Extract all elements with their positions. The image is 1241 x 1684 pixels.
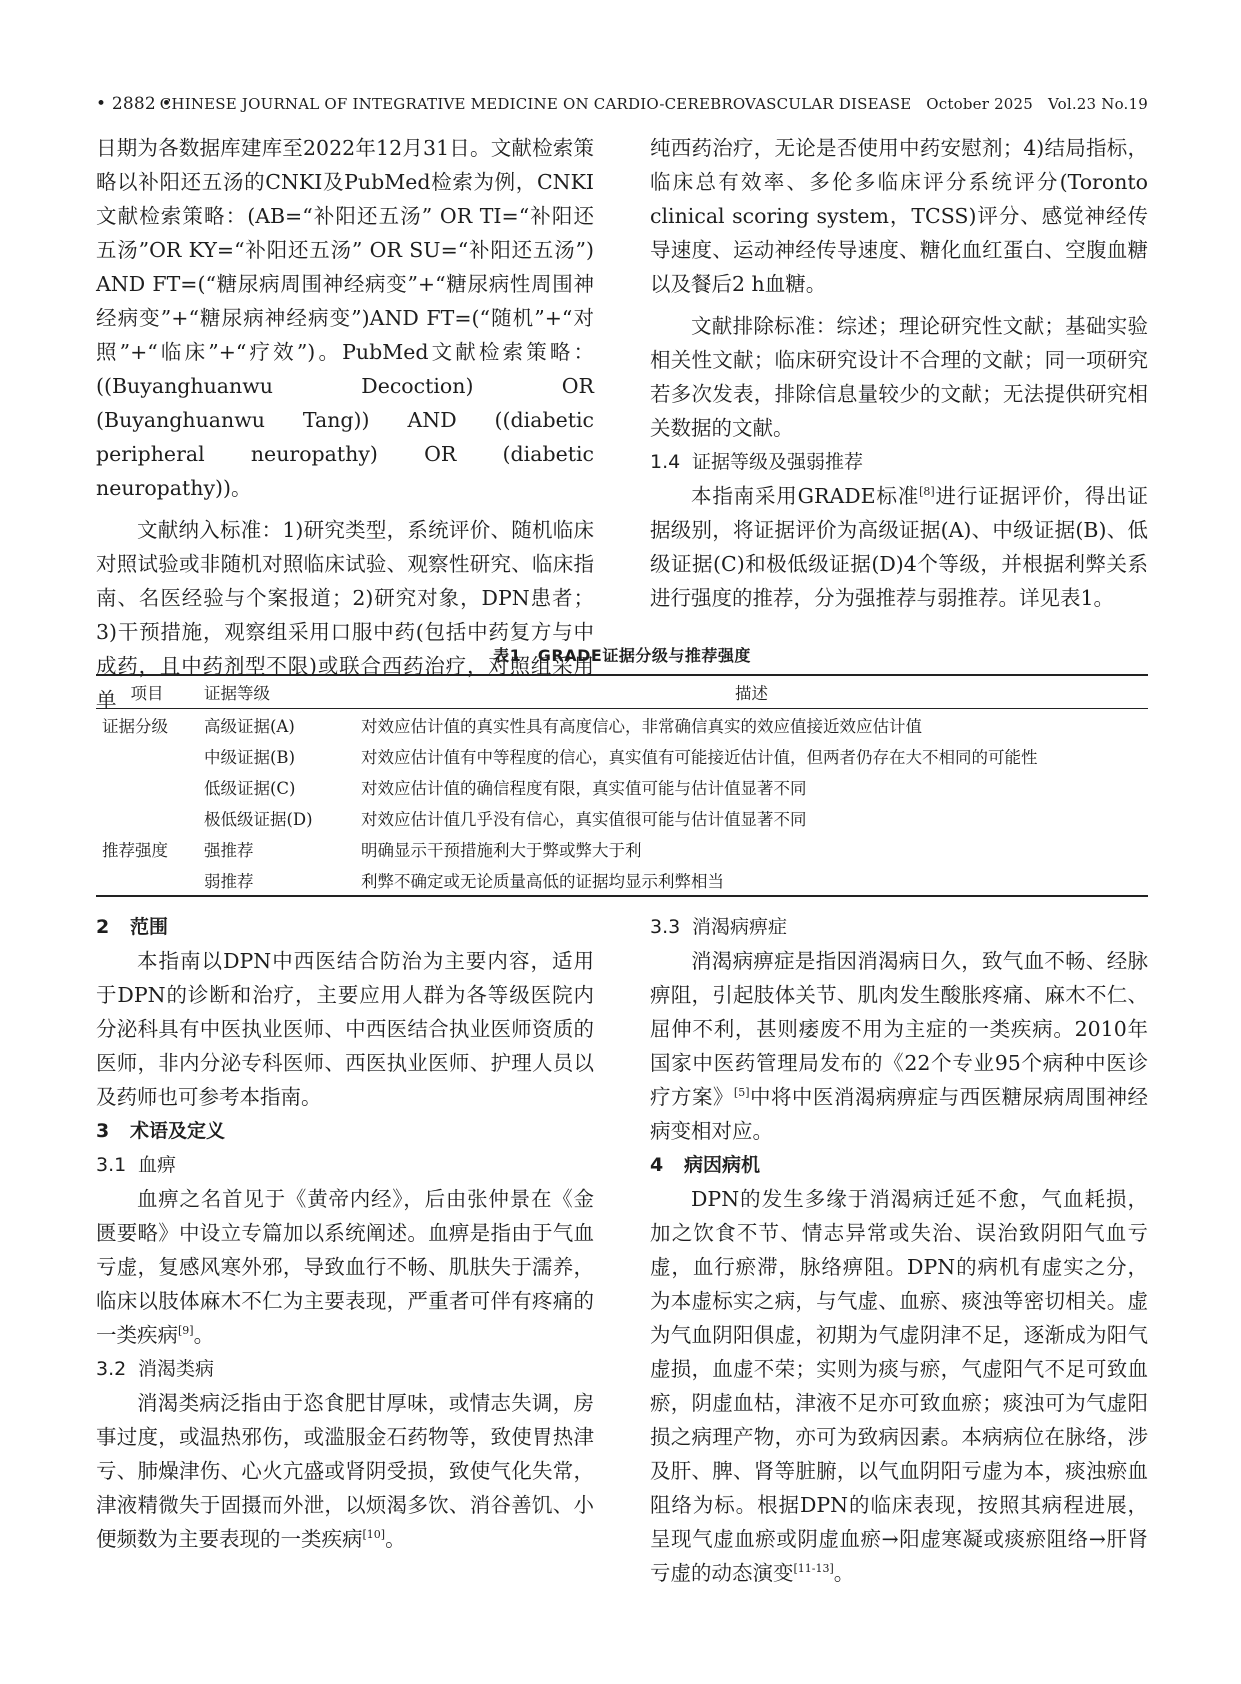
paragraph: 消渴类病泛指由于恣食肥甘厚味，或情志失调，房事过度，或温热邪伤，或滥服金石药物等，致使胃热津亏、肺燥津伤、心火亢盛或肾阴受损，致使气化失常，津液精微失于固摄而外泄，以烦渴多饮、消谷善饥、小便频数为主要表现的一类疾病[10]。	[96, 1391, 594, 1551]
paragraph: 本指南采用GRADE标准[8]进行证据评价，得出证据级别，将证据评价为高级证据(A)、中级证据(B)、低级证据(C)和极低级证据(D)4个等级，并根据利弊关系进行强度的推荐，分为强推荐与弱推荐。详见表1。	[650, 484, 1148, 610]
table-row: 推荐强度 强推荐 明确显示干预措施利大于弊或弊大于利	[102, 840, 642, 860]
journal-name: CHINESE JOURNAL OF INTEGRATIVE MEDICINE ON CARDIO-CEREBROVASCULAR DISEASE October 2025 Vol.23 No.19	[159, 95, 1148, 113]
paragraph: 文献纳入标准：1)研究类型，系统评价、随机临床对照试验或非随机对照临床试验、观察性研究、临床指南、名医经验与个案报道；2)研究对象，DPN患者；3)干预措施，观察组采用口服中药(包括中药复方与中成药，且中药剂型不限)或联合西药治疗，对照组采用单	[96, 518, 594, 712]
table-header: 证据等级	[198, 675, 355, 709]
subsection-heading: 3.2 消渴类病	[96, 1358, 215, 1380]
section-heading: 3 术语及定义	[96, 1120, 226, 1142]
table-row: 极低级证据(D) 对效应估计值几乎没有信心，真实值很可能与估计值显著不同	[204, 809, 807, 829]
citation: [5]	[733, 1086, 750, 1100]
table-row: 弱推荐 利弊不确定或无论质量高低的证据均显示利弊相当	[96, 864, 1148, 896]
subsection-heading: 3.3 消渴病痹症	[650, 916, 788, 938]
grade-table	[96, 674, 1148, 897]
right-column-top	[650, 131, 1148, 615]
left-column-bottom	[96, 910, 594, 1556]
table-row: 中级证据(B) 对效应估计值有中等程度的信心，真实值有可能接近估计值，但两者仍存在大不相同的可能性	[204, 747, 1038, 767]
table-row: 证据分级 高级证据(A) 对效应估计值的真实性具有高度信心，非常确信真实的效应值接近效应估计值	[102, 716, 922, 736]
table-header: 描述	[355, 675, 1148, 709]
paragraph: 血痹之名首见于《黄帝内经》，后由张仲景在《金匮要略》中设立专篇加以系统阐述。血痹是指由于气血亏虚，复感风寒外邪，导致血行不畅、肌肤失于濡养，临床以肢体麻木不仁为主要表现，严重者可伴有疼痛的一类疾病[9]。	[96, 1187, 594, 1347]
paragraph: 日期为各数据库建库至2022年12月31日。文献检索策略以补阳还五汤的CNKI及PubMed检索为例，CNKI文献检索策略：(AB=“补阳还五汤” OR TI=“补阳还五汤”OR KY=“补阳还五汤” OR SU=“补阳还五汤”) AND FT=(“糖尿病周围神经病变”+“糖尿病性周围神经病变”+“糖尿病神经病变”)AND FT=(“随机”+“对照”+“临床”+“疗效”)。PubMed文献检索策略：((Buyanghuanwu Decoction) OR (Buyanghuanwu Tang)) AND ((diabetic peripheral neuropathy) OR (diabetic neuropathy))。	[96, 136, 594, 500]
table-header: 项目	[96, 675, 198, 709]
page-header	[96, 94, 1148, 116]
paragraph: 本指南以DPN中西医结合防治为主要内容，适用于DPN的诊断和治疗，主要应用人群为各等级医院内分泌科具有中医执业医师、中西医结合执业医师资质的医师，非内分泌专科医师、西医执业医师、护理人员以及药师也可参考本指南。	[96, 949, 594, 1109]
table-row: 低级证据(C) 对效应估计值的确信程度有限，真实值可能与估计值显著不同	[204, 778, 807, 798]
right-column-bottom	[650, 910, 1148, 1590]
paragraph: 文献排除标准：综述；理论研究性文献；基础实验相关性文献；临床研究设计不合理的文献；同一项研究若多次发表，排除信息量较少的文献；无法提供研究相关数据的文献。	[650, 314, 1148, 440]
paragraph: 纯西药治疗，无论是否使用中药安慰剂；4)结局指标，临床总有效率、多伦多临床评分系统评分(Toronto clinical scoring system，TCSS)评分、感觉神经传导速度、运动神经传导速度、糖化血红蛋白、空腹血糖以及餐后2 h血糖。	[650, 136, 1148, 296]
subsection-heading: 3.1 血痹	[96, 1154, 177, 1176]
section-heading: 2 范围	[96, 916, 169, 938]
section-heading: 4 病因病机	[650, 1154, 761, 1176]
citation: [11-13]	[793, 1562, 834, 1576]
paragraph: 消渴病痹症是指因消渴病日久，致气血不畅、经脉痹阻，引起肢体关节、肌肉发生酸胀疼痛、麻木不仁、屈伸不利，甚则痿废不用为主症的一类疾病。2010年国家中医药管理局发布的《22个专业95个病种中医诊疗方案》[5]中将中医消渴病痹症与西医糖尿病周围神经病变相对应。	[650, 949, 1149, 1143]
left-column-top	[96, 131, 594, 717]
citation: [9]	[178, 1324, 194, 1338]
paragraph: DPN的发生多缘于消渴病迁延不愈，气血耗损，加之饮食不节、情志异常或失治、误治致阴阳气血亏虚，血行瘀滞，脉络痹阻。DPN的病机有虚实之分，为本虚标实之病，与气虚、血瘀、痰浊等密切相关。虚为气血阴阳俱虚，初期为气虚阴津不足，逐渐成为阳气虚损，血虚不荣；实则为痰与瘀，气虚阳气不足可致血瘀，阴虚血枯，津液不足亦可致血瘀；痰浊可为气虚阳损之病理产物，亦可为致病因素。本病病位在脉络，涉及肝、脾、肾等脏腑，以气血阴阳亏虚为本，痰浊瘀血阻络为标。根据DPN的临床表现，按照其病程进展，呈现气虚血瘀或阴虚血瘀→阳虚寒凝或痰瘀阻络→肝肾亏虚的动态演变[11-13]。	[650, 1187, 1148, 1585]
page-number: • 2882 •	[96, 94, 172, 114]
citation: [10]	[362, 1528, 386, 1542]
section-heading: 1.4 证据等级及强弱推荐	[650, 451, 864, 473]
citation: [8]	[919, 485, 935, 499]
table-caption: 表1 GRADE证据分级与推荐强度	[493, 646, 751, 665]
